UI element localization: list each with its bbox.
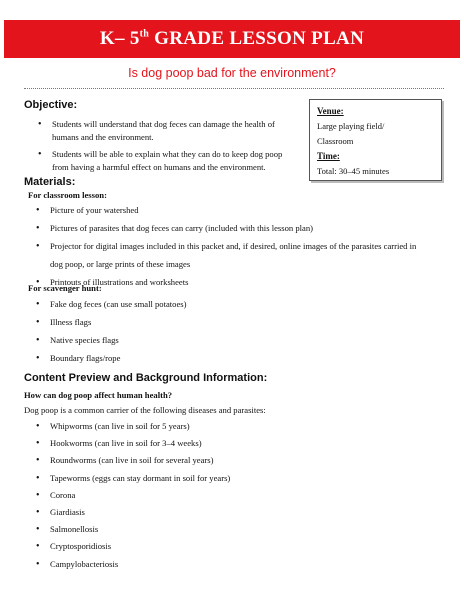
- content-heading: Content Preview and Background Information:: [24, 372, 268, 384]
- lesson-question: Is dog poop bad for the environment?: [128, 66, 336, 80]
- materials-heading: Materials:: [24, 176, 76, 188]
- venue-label: Venue:: [317, 106, 344, 116]
- list-item: • Cryptosporidiosis: [28, 541, 448, 558]
- list-item: • Illness flags: [28, 317, 448, 335]
- list-item: • Hookworms (can live in soil for 3–4 weeks): [28, 438, 448, 455]
- list-item: • Campylobacteriosis: [28, 559, 448, 576]
- list-item: • Salmonellosis: [28, 524, 448, 541]
- classroom-subheading: For classroom lesson:: [28, 190, 107, 200]
- list-item-continuation: dog poop, or large prints of these images: [50, 259, 191, 269]
- hunt-materials-list: [28, 299, 448, 371]
- list-item: • Projector for digital images included in this packet and, if desired, online images of the parasites carried in: [28, 241, 448, 259]
- list-item: • Students will understand that dog feces can damage the health of humans and the environment.: [30, 118, 310, 144]
- list-item: • Giardiasis: [28, 507, 448, 524]
- list-item: • Picture of your watershed: [28, 205, 448, 223]
- time-value: Total: 30–45 minutes: [317, 166, 390, 176]
- title-banner: [4, 20, 460, 58]
- list-item: • Fake dog feces (can use small potatoes): [28, 299, 448, 317]
- list-item: • Native species flags: [28, 335, 448, 353]
- list-item: • Students will be able to explain what they can do to keep dog poop from having a harmful effect on humans and the environment.: [30, 148, 310, 174]
- content-intro: Dog poop is a common carrier of the following diseases and parasites:: [24, 405, 266, 415]
- list-item: • Boundary flags/rope: [28, 353, 448, 371]
- objective-list: [30, 118, 310, 174]
- venue-line-1: Large playing field/: [317, 121, 385, 131]
- page-title: K– 5th GRADE LESSON PLAN: [99, 28, 365, 49]
- classroom-materials-list: [28, 205, 448, 295]
- venue-time-box: [309, 99, 442, 181]
- hunt-subheading: For scavenger hunt:: [28, 283, 102, 293]
- list-item: • Pictures of parasites that dog feces can carry (included with this lesson plan): [28, 223, 448, 241]
- list-item: • Roundworms (can live in soil for several years): [28, 455, 448, 472]
- list-item: • Tapeworms (eggs can stay dormant in soil for years): [28, 473, 448, 490]
- time-label: Time:: [317, 151, 340, 161]
- list-item: • Printouts of illustrations and worksheets: [28, 277, 448, 295]
- objective-heading: Objective:: [24, 99, 78, 111]
- disease-list: [28, 421, 448, 576]
- dotted-divider: [24, 88, 444, 89]
- content-question: How can dog poop affect human health?: [24, 390, 173, 400]
- list-item: • Corona: [28, 490, 448, 507]
- venue-line-2: Classroom: [317, 136, 354, 146]
- list-item: • Whipworms (can live in soil for 5 years): [28, 421, 448, 438]
